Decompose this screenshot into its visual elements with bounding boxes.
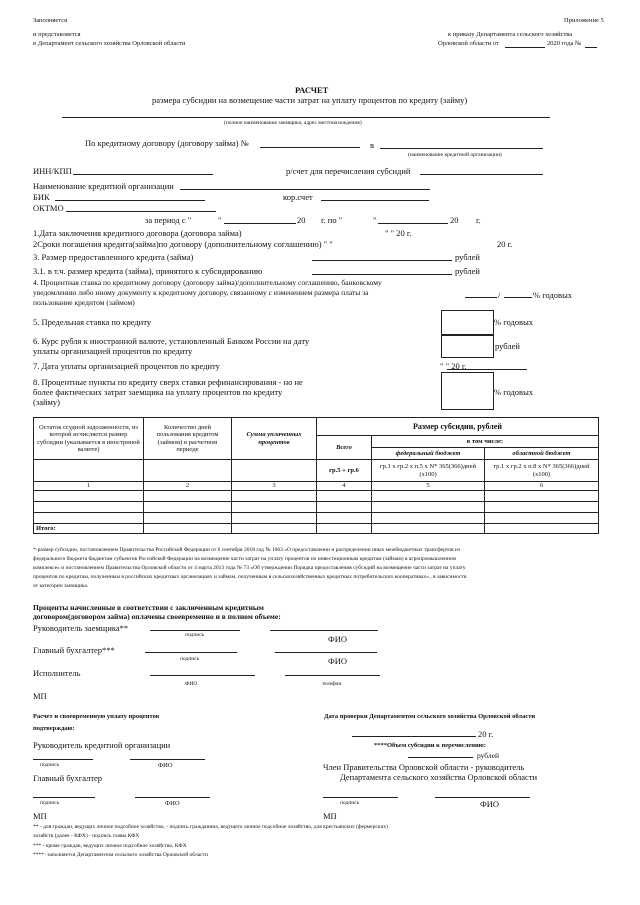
item-3-1-unit: рублей	[455, 266, 480, 276]
order-number-line	[585, 47, 597, 48]
formula-regional: гр.1 х гр.2 х п.8 х N* 365(366)дней (х100)	[485, 460, 599, 482]
gov-sign-caption: подпись	[340, 800, 360, 806]
period-po: г. по "	[321, 215, 343, 225]
inn-line	[73, 174, 213, 175]
period-y1: 20	[297, 215, 306, 225]
header-right-line1: Приложение 5	[564, 17, 604, 24]
item-6-line2: уплаты организацией процентов по кредиту	[33, 346, 193, 356]
col-header-regional: областной бюджет	[485, 448, 599, 460]
item-4-line-b	[504, 297, 532, 298]
item-4-line1: 4. Процентная ставка по кредитному договору (договору займа)/дополнительному соглашению, банковскому	[33, 278, 382, 287]
acc-sign-caption: подпись	[180, 656, 200, 662]
header-right-year: 2020 года №	[547, 40, 582, 47]
period-label: за период с "	[145, 215, 192, 225]
bank-caption: (наименование кредитной организации)	[408, 152, 502, 158]
gov-sign-line	[323, 797, 398, 798]
table-row	[34, 482, 599, 491]
item-4-line3: пользование кредитом (займом)	[33, 298, 135, 307]
bank-head-label: Руководитель кредитной организации	[33, 740, 171, 750]
kor-line	[321, 200, 429, 201]
org-name-label: Наименование кредитной организации	[33, 181, 174, 191]
item-5-box	[441, 310, 494, 335]
item-2-date: 20 г.	[497, 239, 513, 249]
acc-fio-line	[275, 652, 377, 653]
gov-member-line1: Член Правительства Орловской области - руководитель	[323, 762, 525, 772]
item-4-line-a	[465, 297, 497, 298]
exec-phone-line	[285, 675, 380, 676]
table-row	[34, 491, 599, 502]
col-header-subsidy: Размер субсидии, рублей	[317, 418, 599, 436]
note-2star: ** - для граждан, ведущих личное подсобное хозяйство, - подпись гражданина, ведущего личное подсобное хозяйство, для крестьянских (фермерских)	[33, 824, 388, 830]
item-8-line1: 8. Процентные пункты по кредиту сверх ставки рефинансирования - но не	[33, 377, 303, 387]
formula-total: гр.5 + гр.6	[317, 460, 372, 482]
item-7-date: " " 20 г.	[440, 361, 467, 371]
bik-line	[55, 200, 205, 201]
dept-check-year: 20 г.	[478, 729, 494, 739]
contract-number-line	[260, 147, 360, 148]
dept-check-date-line	[352, 736, 476, 737]
bank-head-fio-line	[130, 759, 205, 760]
table-row	[34, 418, 599, 436]
item-8-unit: % годовых	[494, 387, 534, 397]
bank-acc-fio-line	[135, 797, 210, 798]
col-num-4: 4	[317, 482, 372, 491]
org-name-line	[180, 189, 430, 190]
stamp-place: МП	[33, 691, 47, 701]
table-row	[34, 460, 599, 482]
doc-subtitle: размера субсидии на возмещение части затрат на уплату процентов по кредиту (займу)	[152, 95, 468, 105]
bank-acc-sign-line	[33, 797, 95, 798]
item-5-unit: % годовых	[494, 317, 534, 327]
period-q1: "	[218, 215, 222, 225]
col-num-5: 5	[372, 482, 485, 491]
item-7: 7. Дата уплаты организацией процентов по кредиту	[33, 361, 220, 371]
bank-name-line	[380, 148, 543, 149]
bank-acc-label: Главный бухгалтер	[33, 773, 103, 783]
bik-label: БИК	[33, 192, 50, 202]
period-g: г.	[476, 215, 481, 225]
footnote-line1: *-размер субсидии, постановлением Правительства Российской Федерации от 6 сентября 2018 год № 1063 «О предоставлении и распределении иных межбюджетных трансфертов из	[33, 547, 461, 553]
footnote-line4: процентов по кредитам, полученным в российских кредитных организациях и займам, полученным в сельскохозяйственных кредитных потребительских кооперативах» , в зависимости	[33, 574, 467, 580]
header-left-line2: и представляется	[33, 31, 81, 38]
note-2star-cont: хозяйств (далее - КФХ) - подпись главы КФХ	[33, 833, 140, 839]
formula-federal: гр.1 х гр.2 х п.5 х N* 365(366)дней (х100)	[372, 460, 485, 482]
bank-confirm-title: Расчет и своевременную уплату процентов	[33, 713, 160, 720]
table-row	[34, 524, 599, 534]
bank-head-sign-line	[33, 759, 93, 760]
chief-accountant-label: Главный бухгалтер***	[33, 645, 115, 655]
acc-sign-line	[145, 652, 237, 653]
head-borrower-label: Руководитель заемщика**	[33, 623, 129, 633]
oktmo-line	[66, 211, 216, 212]
header-left-line1: Заполняется	[33, 17, 68, 24]
col-header-days: Количество дней пользования кредитом (займом) в расчетном периоде	[144, 418, 232, 460]
exec-fio-caption: ФИО	[185, 681, 198, 687]
col-header-incl: в том числе:	[372, 436, 599, 448]
item-8-line3: (займу)	[33, 397, 60, 407]
confirm-intro-line1: Проценты начисленные в соответствии с заключенным кредитным	[33, 603, 264, 612]
gov-member-line2: Департамента сельского хозяйства Орловской области	[340, 772, 538, 782]
head-fio-caption: ФИО	[328, 634, 347, 644]
head-sign-line	[150, 630, 240, 631]
contract-in: в	[370, 140, 375, 150]
period-y2: 20	[450, 215, 459, 225]
footnote-line5: от категории заемщика.	[33, 583, 89, 589]
total-label: Итого:	[34, 524, 144, 534]
gov-fio-line	[435, 797, 530, 798]
subsidy-amount-line	[408, 757, 473, 758]
item-6-unit: рублей	[495, 341, 520, 351]
acc-fio-caption: ФИО	[328, 656, 347, 666]
inn-label: ИНН/КПП	[33, 166, 72, 176]
exec-fio-line	[150, 675, 255, 676]
item-5: 5. Предельная ставка по кредиту	[33, 317, 152, 327]
col-num-1: 1	[34, 482, 144, 491]
subsidy-amount-unit: рублей	[477, 751, 500, 760]
item-6-box	[441, 335, 494, 358]
item-4-unit: % годовых	[533, 290, 573, 300]
item-8-line2: более фактических затрат заемщика на уплату процентов по кредиту	[33, 387, 283, 397]
footnote-line3: комплексе» и постановлением Правительства Орловской области от 4 марта 2013 года № 73 «Об утверждении Порядка предоставления субсидий на возмещение части затрат на уплату	[33, 565, 466, 571]
item-1-date: " " 20 г.	[385, 228, 412, 238]
item-4-slash: /	[498, 290, 501, 300]
table-row	[34, 513, 599, 524]
item-4-line2: уведомлению либо иному документу к кредитному договору, связанному с изменением размера платы за	[33, 288, 369, 297]
item-3-line	[312, 260, 452, 261]
dept-stamp-place: МП	[323, 811, 337, 821]
item-3-unit: рублей	[455, 252, 480, 262]
bank-acc-sign-caption: подпись	[40, 800, 60, 806]
col-header-interest: Сумма уплаченных процентов	[232, 418, 317, 460]
bank-acc-fio-caption: ФИО	[165, 800, 180, 807]
account-label: р/счет для перечисления субсидий	[286, 166, 411, 176]
item-6-line1: 6. Курс рубля к иностранной валюте, установленный Банком России на дату	[33, 336, 310, 346]
col-num-3: 3	[232, 482, 317, 491]
head-fio-line	[270, 630, 378, 631]
period-q2: "	[373, 215, 377, 225]
borrower-line	[62, 117, 550, 118]
item-3-1-line	[312, 274, 452, 275]
item-7-line	[447, 369, 527, 370]
item-3: 3. Размер предоставленного кредита (займа)	[33, 252, 194, 262]
col-header-total: Всего	[317, 436, 372, 460]
item-1: 1.Дата заключения кредитного договора (договора займа)	[33, 228, 242, 238]
note-3star: *** - кроме граждан, ведущих личное подсобное хозяйство, КФХ	[33, 843, 187, 849]
subsidy-table	[33, 417, 599, 534]
item-2: 2Сроки погашения кредита(займа)по договору (дополнительному соглашению) " "	[33, 239, 333, 249]
confirm-intro-line2: договором(договором займа) оплачены своевременно и в полном объеме:	[33, 612, 281, 621]
period-from-line	[224, 223, 296, 224]
period-to-line	[378, 223, 448, 224]
bank-confirm-sub: подтверждаю:	[33, 725, 75, 732]
oktmo-label: ОКТМО	[33, 203, 64, 213]
table-row	[34, 502, 599, 513]
bank-stamp-place: МП	[33, 811, 47, 821]
executor-label: Исполнитель	[33, 668, 81, 678]
order-date-line	[505, 47, 545, 48]
head-sign-caption: подпись	[185, 632, 205, 638]
contract-label: По кредитному договору (договору займа) №	[85, 138, 249, 148]
header-left-line3: в Департамент сельского хозяйства Орловской области	[33, 40, 186, 47]
header-right-line3: Орловской области от	[438, 40, 499, 47]
subsidy-amount-label: ****Объем субсидии к перечислению:	[374, 742, 486, 749]
kor-label: кор.счет	[283, 192, 313, 202]
col-header-federal: федеральный бюджет	[372, 448, 485, 460]
doc-title: РАСЧЕТ	[295, 85, 329, 95]
col-header-balance: Остаток ссудной задолженности, из которой исчисляется размер субсидии (указывается в инострнной валюте)	[34, 418, 144, 460]
account-line	[420, 174, 543, 175]
footnote-line2: федерального бюджета бюджетам субъектов Российской Федерации на возмещение части затрат на уплату процентов по инвестиционным кредитам (займам) в агропромышленном	[33, 556, 457, 562]
col-num-6: 6	[485, 482, 599, 491]
bank-head-sign-caption: подпись	[40, 762, 60, 768]
borrower-caption: (полное наименование заемщика, адрес местонахождения)	[224, 120, 362, 126]
col-num-2: 2	[144, 482, 232, 491]
bank-head-fio-caption: ФИО	[158, 762, 173, 769]
item-8-box	[441, 372, 494, 410]
header-right-line2: к приказу Департамента сельского хозяйства	[448, 31, 573, 38]
exec-phone-caption: телефон	[322, 681, 342, 687]
dept-check-title: Дата проверки Департаментом сельского хозяйства Орловской области	[324, 713, 536, 720]
note-4star: ****- заполняется Департаментом сельского хозяйства Орловской области	[33, 852, 208, 858]
gov-fio-caption: ФИО	[480, 799, 499, 809]
item-3-1: 3.1. в т.ч. размер кредита (займа), принятого к субсидированию	[33, 266, 263, 276]
